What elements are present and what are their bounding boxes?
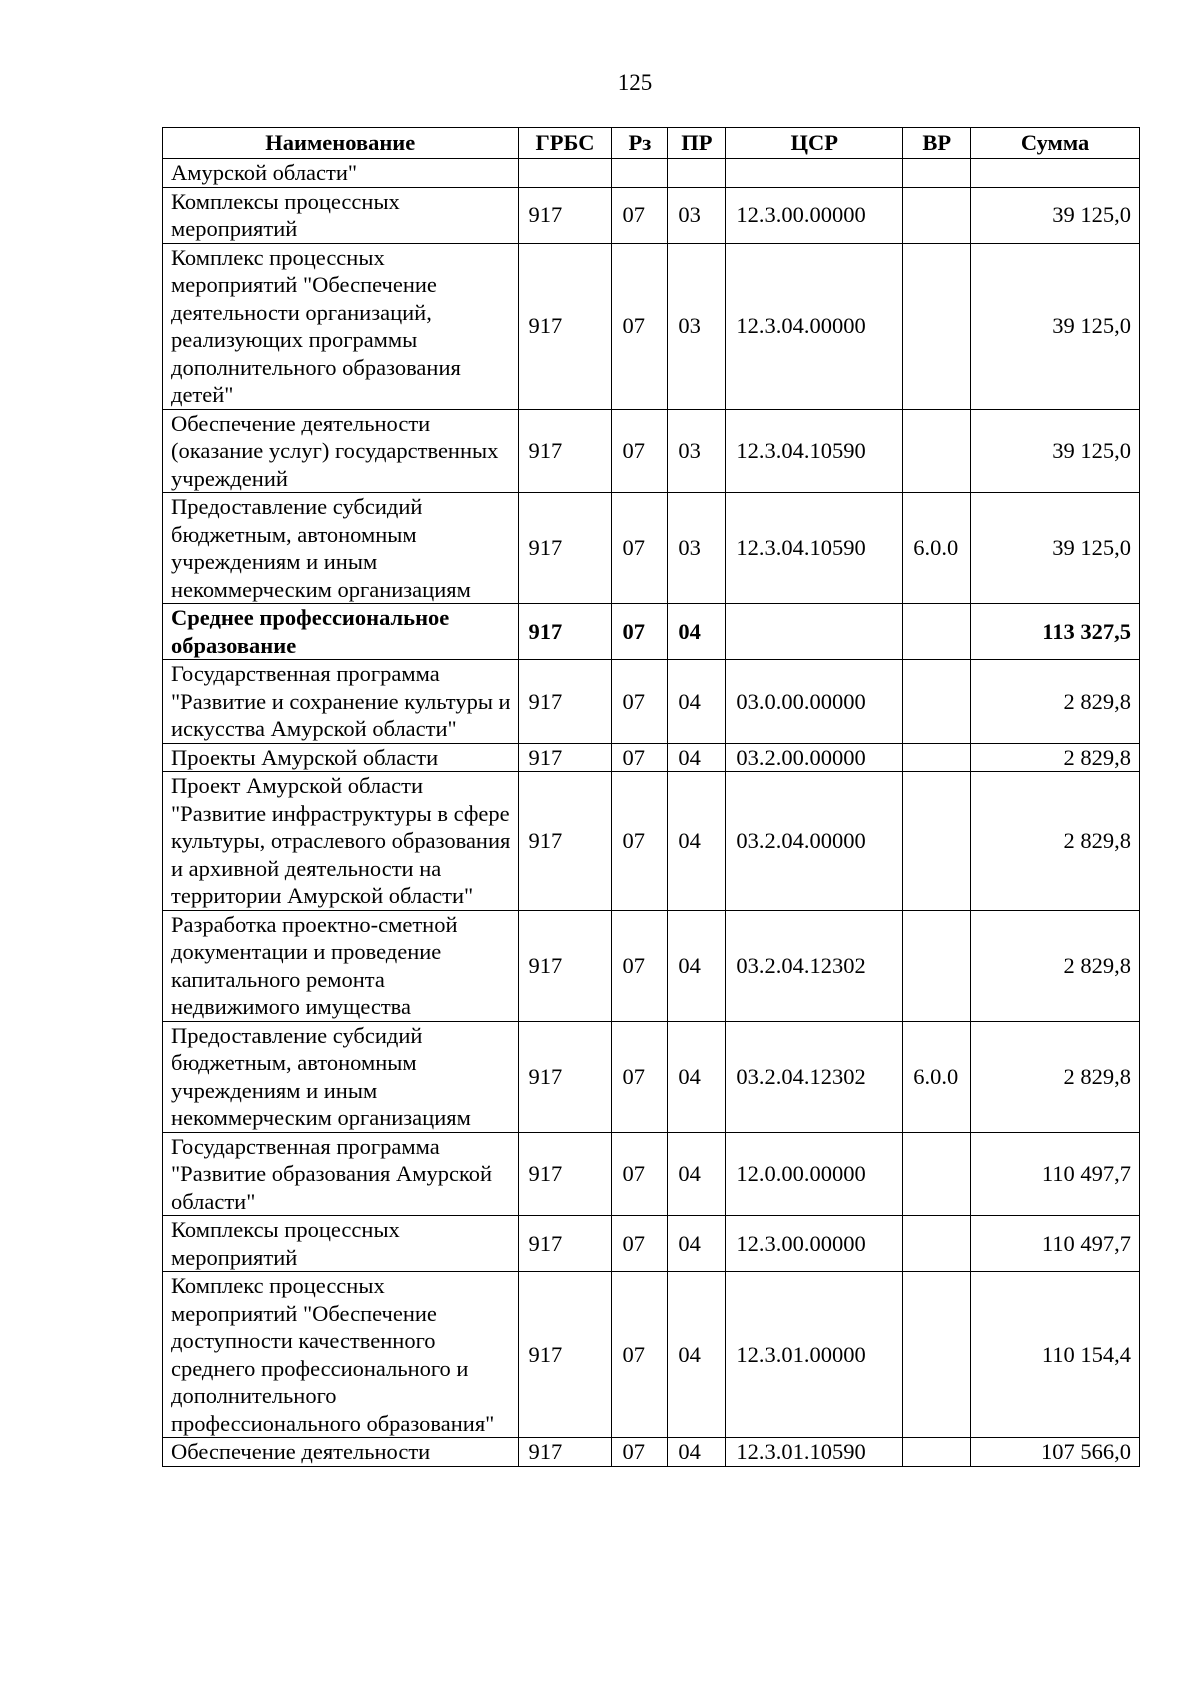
cell-rz: 07 — [612, 772, 668, 911]
cell-csr: 12.0.00.00000 — [726, 1132, 903, 1216]
header-row — [163, 128, 1140, 159]
table-row — [163, 1216, 1140, 1272]
cell-name: Предоставление субсидий бюджетным, автономным учреждениям и иным некоммерческим организациям — [163, 1021, 519, 1132]
cell-rz: 07 — [612, 493, 668, 604]
cell-pr: 03 — [668, 409, 726, 493]
cell-csr: 03.0.00.00000 — [726, 660, 903, 744]
table-row — [163, 243, 1140, 409]
cell-pr: 04 — [668, 1132, 726, 1216]
cell-name: Комплекс процессных мероприятий "Обеспечение деятельности организаций, реализующих программы дополнительного образования детей" — [163, 243, 519, 409]
cell-sum: 2 829,8 — [971, 910, 1140, 1021]
budget-table — [162, 127, 1140, 1467]
cell-vr — [903, 1272, 971, 1438]
cell-rz — [612, 159, 668, 188]
cell-pr: 03 — [668, 187, 726, 243]
cell-grbs: 917 — [518, 604, 612, 660]
cell-rz: 07 — [612, 1021, 668, 1132]
cell-pr: 04 — [668, 1438, 726, 1467]
cell-csr: 03.2.04.00000 — [726, 772, 903, 911]
cell-sum: 39 125,0 — [971, 187, 1140, 243]
cell-rz: 07 — [612, 1272, 668, 1438]
table-row — [163, 604, 1140, 660]
cell-grbs — [518, 159, 612, 188]
table-row — [163, 743, 1140, 772]
cell-rz: 07 — [612, 1132, 668, 1216]
cell-sum — [971, 159, 1140, 188]
table-body — [163, 159, 1140, 1467]
cell-sum: 2 829,8 — [971, 660, 1140, 744]
cell-csr: 12.3.01.00000 — [726, 1272, 903, 1438]
cell-pr: 04 — [668, 660, 726, 744]
table-row — [163, 772, 1140, 911]
cell-csr — [726, 159, 903, 188]
cell-sum: 107 566,0 — [971, 1438, 1140, 1467]
cell-sum: 2 829,8 — [971, 772, 1140, 911]
page-number: 125 — [617, 70, 653, 95]
cell-name: Проект Амурской области "Развитие инфраструктуры в сфере культуры, отраслевого образования и архивной деятельности на территории Амурской области" — [163, 772, 519, 911]
cell-grbs: 917 — [518, 1216, 612, 1272]
table-row — [163, 1272, 1140, 1438]
cell-vr — [903, 243, 971, 409]
cell-vr — [903, 910, 971, 1021]
header-pr: ПР — [668, 128, 726, 159]
cell-name: Государственная программа "Развитие образования Амурской области" — [163, 1132, 519, 1216]
cell-rz: 07 — [612, 243, 668, 409]
header-rz: Рз — [612, 128, 668, 159]
cell-grbs: 917 — [518, 1272, 612, 1438]
cell-csr: 12.3.04.00000 — [726, 243, 903, 409]
cell-csr: 12.3.00.00000 — [726, 1216, 903, 1272]
cell-csr: 12.3.00.00000 — [726, 187, 903, 243]
cell-name: Предоставление субсидий бюджетным, автономным учреждениям и иным некоммерческим организациям — [163, 493, 519, 604]
cell-pr: 04 — [668, 604, 726, 660]
cell-vr — [903, 660, 971, 744]
cell-rz: 07 — [612, 743, 668, 772]
cell-rz: 07 — [612, 1216, 668, 1272]
table-row — [163, 1021, 1140, 1132]
cell-vr — [903, 604, 971, 660]
cell-csr: 12.3.04.10590 — [726, 493, 903, 604]
cell-pr: 04 — [668, 1216, 726, 1272]
cell-vr: 6.0.0 — [903, 1021, 971, 1132]
cell-grbs: 917 — [518, 743, 612, 772]
cell-grbs: 917 — [518, 243, 612, 409]
cell-sum: 39 125,0 — [971, 243, 1140, 409]
cell-vr: 6.0.0 — [903, 493, 971, 604]
cell-name: Проекты Амурской области — [163, 743, 519, 772]
cell-grbs: 917 — [518, 187, 612, 243]
cell-sum: 39 125,0 — [971, 409, 1140, 493]
cell-csr: 12.3.04.10590 — [726, 409, 903, 493]
cell-rz: 07 — [612, 409, 668, 493]
cell-pr: 04 — [668, 1021, 726, 1132]
header-grbs: ГРБС — [518, 128, 612, 159]
cell-csr: 03.2.04.12302 — [726, 1021, 903, 1132]
cell-vr — [903, 772, 971, 911]
table-row — [163, 1132, 1140, 1216]
cell-grbs: 917 — [518, 493, 612, 604]
cell-grbs: 917 — [518, 1438, 612, 1467]
cell-rz: 07 — [612, 910, 668, 1021]
cell-sum: 39 125,0 — [971, 493, 1140, 604]
cell-name: Обеспечение деятельности — [163, 1438, 519, 1467]
cell-name: Комплекс процессных мероприятий "Обеспечение доступности качественного среднего профессионального и дополнительного профессионального образования" — [163, 1272, 519, 1438]
table-row — [163, 910, 1140, 1021]
cell-name: Разработка проектно-сметной документации и проведение капитального ремонта недвижимого имущества — [163, 910, 519, 1021]
cell-name: Комплексы процессных мероприятий — [163, 1216, 519, 1272]
cell-pr: 04 — [668, 772, 726, 911]
table-row — [163, 187, 1140, 243]
cell-rz: 07 — [612, 660, 668, 744]
cell-pr: 04 — [668, 743, 726, 772]
cell-vr — [903, 1132, 971, 1216]
header-name: Наименование — [163, 128, 519, 159]
table-row — [163, 409, 1140, 493]
cell-pr: 04 — [668, 910, 726, 1021]
cell-sum: 2 829,8 — [971, 743, 1140, 772]
header-sum: Сумма — [971, 128, 1140, 159]
cell-name: Среднее профессиональное образование — [163, 604, 519, 660]
table-row — [163, 660, 1140, 744]
cell-pr: 04 — [668, 1272, 726, 1438]
table-header — [163, 128, 1140, 159]
cell-rz: 07 — [612, 187, 668, 243]
header-vr: ВР — [903, 128, 971, 159]
cell-csr: 12.3.01.10590 — [726, 1438, 903, 1467]
cell-vr — [903, 743, 971, 772]
cell-name: Амурской области" — [163, 159, 519, 188]
cell-grbs: 917 — [518, 409, 612, 493]
cell-grbs: 917 — [518, 910, 612, 1021]
cell-rz: 07 — [612, 604, 668, 660]
cell-vr — [903, 187, 971, 243]
table-row — [163, 1438, 1140, 1467]
cell-sum: 110 497,7 — [971, 1216, 1140, 1272]
cell-sum: 110 154,4 — [971, 1272, 1140, 1438]
cell-pr — [668, 159, 726, 188]
cell-name: Комплексы процессных мероприятий — [163, 187, 519, 243]
cell-vr — [903, 159, 971, 188]
cell-grbs: 917 — [518, 1021, 612, 1132]
cell-sum: 2 829,8 — [971, 1021, 1140, 1132]
table-row — [163, 159, 1140, 188]
header-csr: ЦСР — [726, 128, 903, 159]
cell-sum: 113 327,5 — [971, 604, 1140, 660]
cell-name: Обеспечение деятельности (оказание услуг) государственных учреждений — [163, 409, 519, 493]
cell-grbs: 917 — [518, 660, 612, 744]
cell-csr: 03.2.00.00000 — [726, 743, 903, 772]
cell-sum: 110 497,7 — [971, 1132, 1140, 1216]
cell-pr: 03 — [668, 243, 726, 409]
cell-csr — [726, 604, 903, 660]
cell-name: Государственная программа "Развитие и сохранение культуры и искусства Амурской области" — [163, 660, 519, 744]
cell-csr: 03.2.04.12302 — [726, 910, 903, 1021]
cell-rz: 07 — [612, 1438, 668, 1467]
cell-vr — [903, 1438, 971, 1467]
table-row — [163, 493, 1140, 604]
cell-grbs: 917 — [518, 1132, 612, 1216]
cell-pr: 03 — [668, 493, 726, 604]
cell-grbs: 917 — [518, 772, 612, 911]
cell-vr — [903, 1216, 971, 1272]
cell-vr — [903, 409, 971, 493]
